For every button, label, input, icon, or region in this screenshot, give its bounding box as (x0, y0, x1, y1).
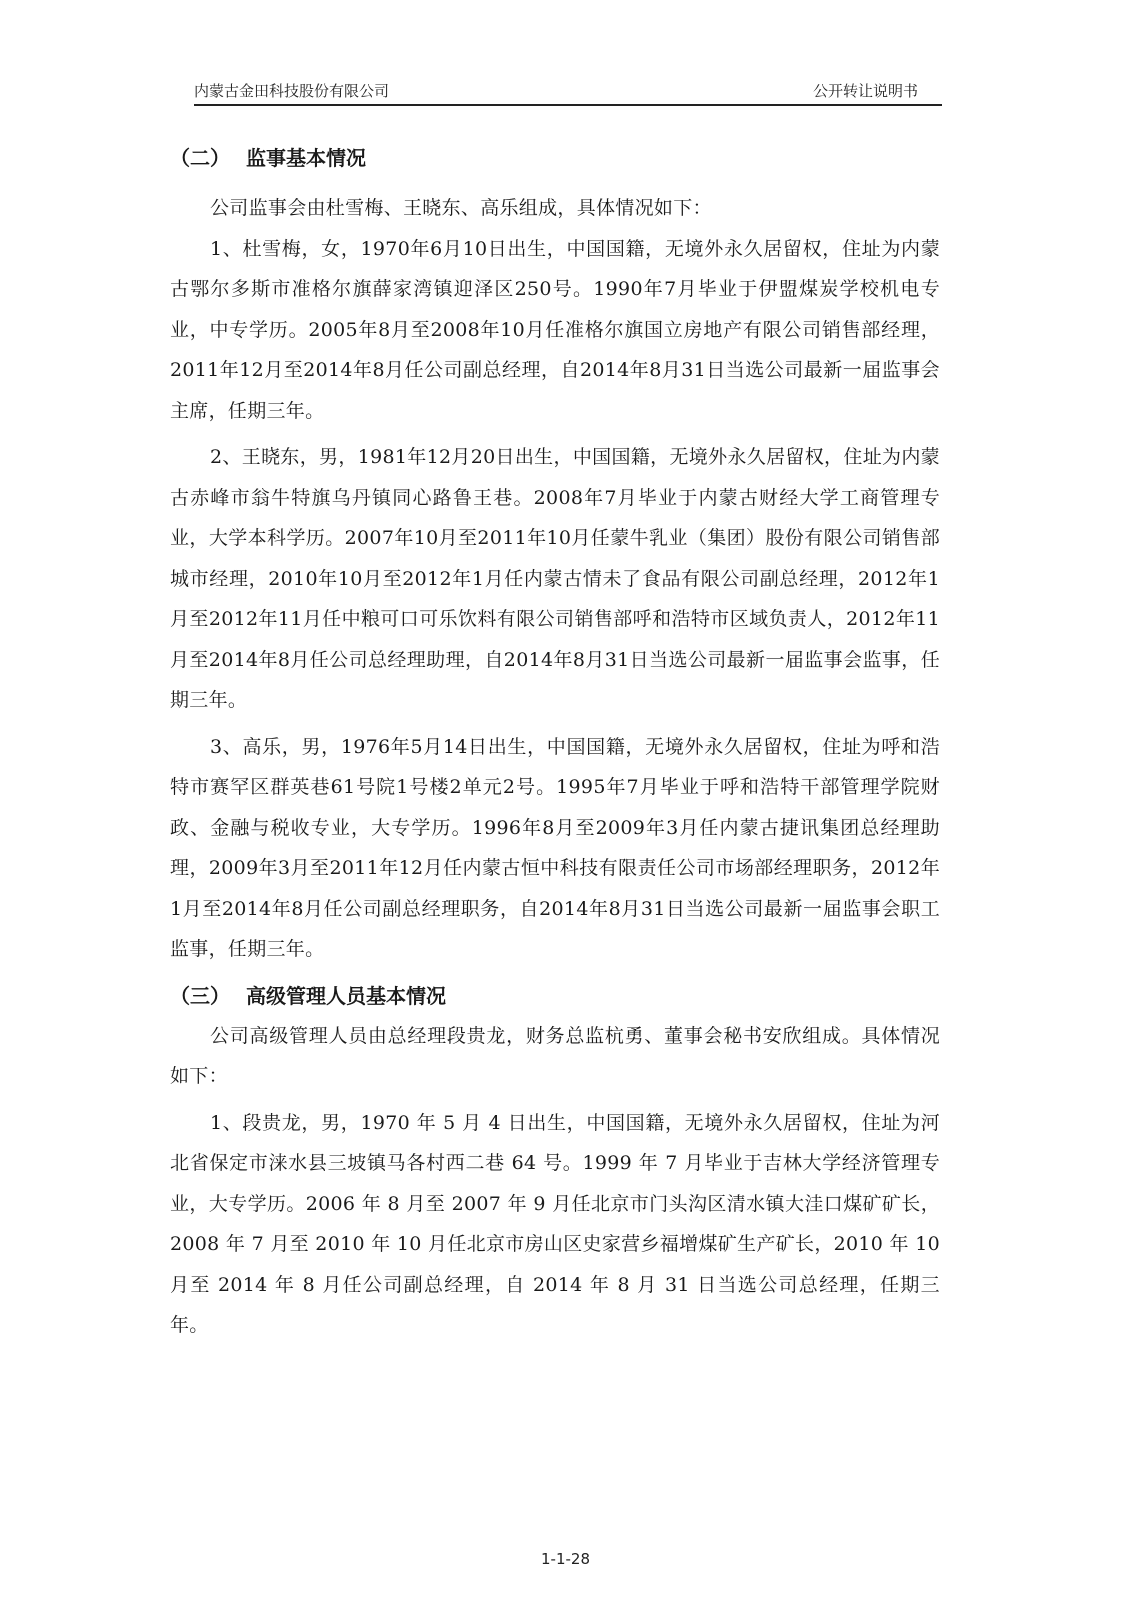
header-document-type: 公开转让说明书 (812, 82, 918, 100)
page-header (194, 78, 942, 104)
page-number: 1-1-28 (541, 1550, 590, 1568)
section-intro-paragraph: 公司监事会由杜雪梅、王晓东、高乐组成，具体情况如下： (210, 197, 712, 219)
spacer (170, 178, 940, 188)
section-number: （三） (170, 983, 230, 1008)
section-title: 监事基本情况 (246, 146, 366, 170)
supervisor-bio-paragraph: 1、杜雪梅，女，1970年6月10日出生，中国国籍，无境外永久居留权，住址为内蒙古鄂尔多斯市准格尔旗薛家湾镇迎泽区250号。1990年7月毕业于伊盟煤炭学校机电专业，中专学历。2005年8月至2008年10月任准格尔旗国立房地产有限公司销售部经理，2011年12月至2014年8月任公司副总经理，自2014年8月31日当选公司最新一届监事会主席，任期三年。 (170, 237, 940, 422)
page-body (170, 138, 940, 1346)
section-intro-paragraph: 公司高级管理人员由总经理段贵龙，财务总监杭勇、董事会秘书安欣组成。具体情况如下： (170, 1024, 940, 1087)
section-heading-supervisors (170, 138, 940, 178)
executive-bio-paragraph: 1、段贵龙，男，1970 年 5 月 4 日出生，中国国籍，无境外永久居留权，住址为河北省保定市涞水县三坡镇马各村西二巷 64 号。1999 年 7 月毕业于吉林大学经济管理专业，大专学历。2006 年 8 月至 2007 年 9 月任北京市门头沟区清水镇大洼口煤矿矿长，2008 年 7 月至 2010 年 10 月任北京市房山区史家营乡福增煤矿生产矿长，2010 年 10 月至 2014 年 8 月任公司副总经理，自 2014 年 8 月 31 日当选公司总经理，任期三年。 (170, 1111, 940, 1336)
header-company-name: 内蒙古金田科技股份有限公司 (194, 82, 390, 100)
header-divider (194, 104, 942, 106)
section-number: （二） (170, 146, 230, 170)
supervisor-bio-paragraph: 2、王晓东，男，1981年12月20日出生，中国国籍，无境外永久居留权，住址为内蒙古赤峰市翁牛特旗乌丹镇同心路鲁王巷。2008年7月毕业于内蒙古财经大学工商管理专业，大学本科学历。2007年10月至2011年10月任蒙牛乳业（集团）股份有限公司销售部城市经理，2010年10月至2012年1月任内蒙古情未了食品有限公司副总经理，2012年1月至2012年11月任中粮可口可乐饮料有限公司销售部呼和浩特市区域负责人，2012年11月至2014年8月任公司总经理助理，自2014年8月31日当选公司最新一届监事会监事，任期三年。 (170, 446, 940, 711)
section-title: 高级管理人员基本情况 (246, 983, 446, 1008)
supervisor-bio-paragraph: 3、高乐，男，1976年5月14日出生，中国国籍，无境外永久居留权，住址为呼和浩特市赛罕区群英巷61号院1号楼2单元2号。1995年7月毕业于呼和浩特干部管理学院财政、金融与税收专业，大专学历。1996年8月至2009年3月任内蒙古捷讯集团总经理助理，2009年3月至2011年12月任内蒙古恒中科技有限责任公司市场部经理职务，2012年1月至2014年8月任公司副总经理职务，自2014年8月31日当选公司最新一届监事会职工监事，任期三年。 (170, 735, 940, 960)
section-heading-senior-management (170, 976, 940, 1016)
